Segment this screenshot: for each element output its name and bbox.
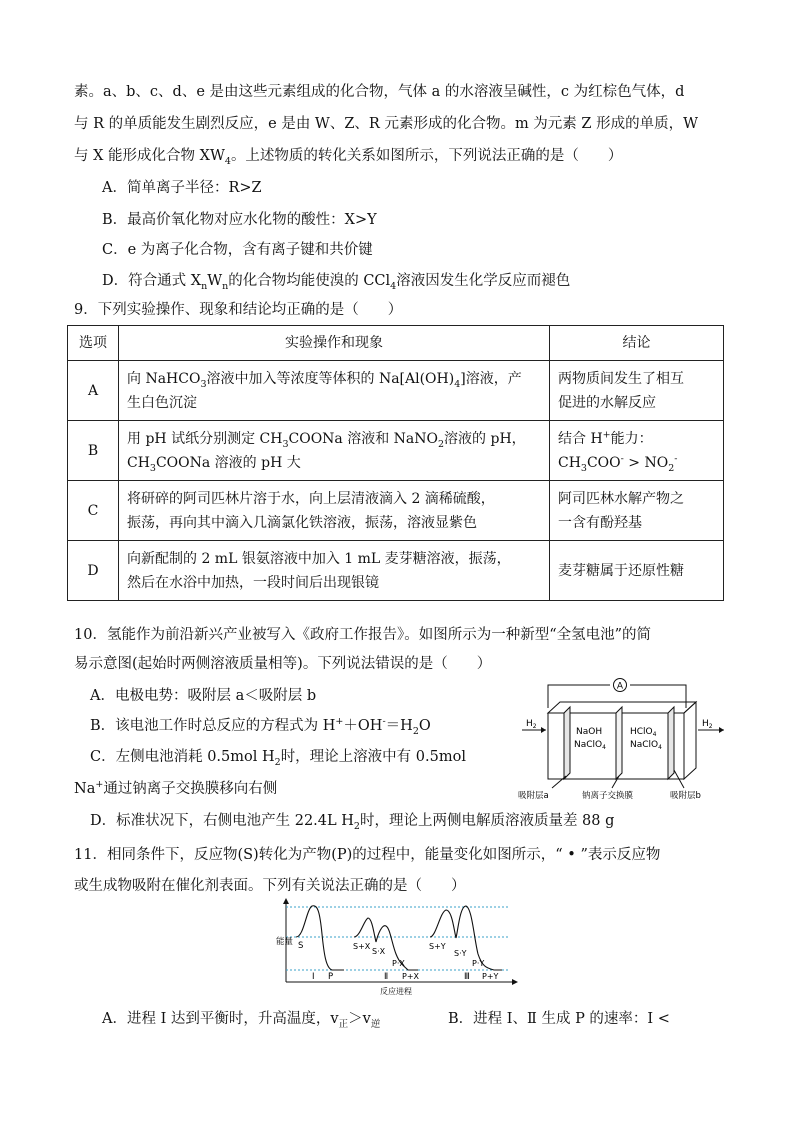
table-row [68,481,724,541]
label-s-plus-x: S+X [353,942,371,951]
q9-table [67,325,724,601]
label-s: S [298,941,304,951]
q8-text-line-1: 素。a、b、c、d、e 是由这些元素组成的化合物，气体 a 的水溶液呈碱性，c 为红棕色气体，d [74,84,685,100]
header-conclusion: 结论 [550,326,724,361]
q10-text-line-1: 10．氢能作为前沿新兴产业被写入《政府工作报告》。如图所示为一种新型“全氢电池”的简 [74,627,652,643]
label-process-ii: Ⅱ [384,972,389,982]
table-row [68,361,724,421]
right-solution-naclo4: NaClO$_4$ [630,740,662,751]
energy-profile-diagram [268,894,528,998]
label-s-dot-x: S·X [372,947,386,956]
h2-in-label: $H_2$ [526,719,537,730]
q11-option-a: A．进程 Ⅰ 达到平衡时，升高温度，$v_正>v_逆$ [102,1011,381,1030]
header-experiment: 实验操作和现象 [119,326,550,361]
q10-option-c: C．左侧电池消耗 0.5mol $H_2$时，理论上溶液中有 0.5mol [90,749,466,768]
label-process-iii: Ⅲ [464,972,470,982]
label-p: P [328,972,334,982]
q11-text-line-2: 或生成物吸附在催化剂表面。下列有关说法正确的是（ ） [74,878,466,894]
row-a-conclusion: 两物质间发生了相互 促进的水解反应 [550,361,724,421]
row-d-experiment: 向新配制的 2 mL 银氨溶液中加入 1 mL 麦芽糖溶液，振荡， 然后在水浴中加热，一段时间后出现银镜 [119,541,550,601]
reaction-progress-label: 反应进程 [380,987,412,996]
h2-out-label: $H_2$ [702,719,713,730]
table-row [68,421,724,481]
q10-text-line-2: 易示意图(起始时两侧溶液质量相等)。下列说法错误的是（ ） [74,656,492,672]
q8-text-line-2: 与 R 的单质能发生剧烈反应，e 是由 W、Z、R 元素形成的化合物。m 为元素 Z 形成的单质，W [74,116,698,132]
row-b-conclusion: 结合 H+能力： $CH_3COO^- > NO_2^-$ [550,421,724,481]
q8-option-d: D．符合通式 $X_nW_n$的化合物均能使溴的 CCl$_4$溶液因发生化学反应而褪色 [102,273,571,292]
row-d-conclusion: 麦芽糖属于还原性糖 [550,541,724,601]
membrane-label: 钠离子交换膜 [582,791,634,801]
left-solution-naoh: NaOH [576,727,603,737]
row-a-experiment: 向 NaHCO$_3$溶液中加入等浓度等体积的 $Na[Al(OH)_4]$溶液，产 生白色沉淀 [119,361,550,421]
left-solution-naclo4: NaClO$_4$ [574,740,606,751]
q10-option-b: B．该电池工作时总反应的方程式为 $H^++OH^-=H_2O$ [90,716,431,737]
table-row [68,541,724,601]
row-b-option: B [68,421,119,481]
label-p-dot-x: P·X [392,959,405,968]
row-b-experiment: 用 pH 试纸分别测定 $CH_3COONa$ 溶液和 NaNO$_2$溶液的 pH， $CH_3COONa$ 溶液的 pH 大 [119,421,550,481]
label-process-i: Ⅰ [312,972,315,982]
q11-option-b: B．进程 Ⅰ、Ⅱ 生成 P 的速率：Ⅰ < [448,1011,670,1027]
q8-option-b: B．最高价氧化物对应水化物的酸性：X>Y [102,212,377,228]
energy-axis-label: 能量 [276,937,294,947]
label-p-plus-x: P+X [402,972,420,981]
row-c-option: C [68,481,119,541]
row-c-experiment: 将研碎的阿司匹林片溶于水，向上层清液滴入 2 滴稀硫酸， 振荡，再向其中滴入几滴氯化铁溶液，振荡，溶液显紫色 [119,481,550,541]
label-p-plus-y: P+Y [482,972,499,981]
adsorption-layer-a-label: 吸附层a [518,791,549,801]
q10-option-d: D．标准状况下，右侧电池产生 22.4L $H_2$时，理论上两侧电解质溶液质量差 88 g [90,813,615,832]
row-c-conclusion: 阿司匹林水解产物之 一含有酚羟基 [550,481,724,541]
adsorption-layer-b-label: 吸附层b [670,791,701,801]
hydrogen-battery-diagram [516,678,730,802]
q9-stem: 9．下列实验操作、现象和结论均正确的是（ ） [74,302,403,318]
label-s-dot-y: S·Y [454,949,467,958]
right-solution-hclo4: HClO$_4$ [630,727,657,738]
ammeter-icon: A [616,681,624,692]
label-s-plus-y: S+Y [429,942,446,951]
row-a-option: A [68,361,119,421]
q10-option-c-cont: Na+通过钠离子交换膜移向右侧 [74,779,278,797]
q8-text-line-3: 与 X 能形成化合物 $XW_4$。上述物质的转化关系如图所示，下列说法正确的是（ ） [74,148,623,167]
q10-option-a: A．电极电势：吸附层 a＜吸附层 b [90,688,317,704]
q8-option-c: C．e 为离子化合物，含有离子键和共价键 [102,242,373,258]
q11-text-line-1: 11．相同条件下，反应物(S)转化为产物(P)的过程中，能量变化如图所示，“ • ”表示反应物 [74,847,661,863]
q8-option-a: A．简单离子半径：R>Z [102,180,262,196]
row-d-option: D [68,541,119,601]
header-option: 选项 [68,326,119,361]
table-header-row [68,326,724,361]
label-p-dot-y: P·Y [472,959,485,968]
